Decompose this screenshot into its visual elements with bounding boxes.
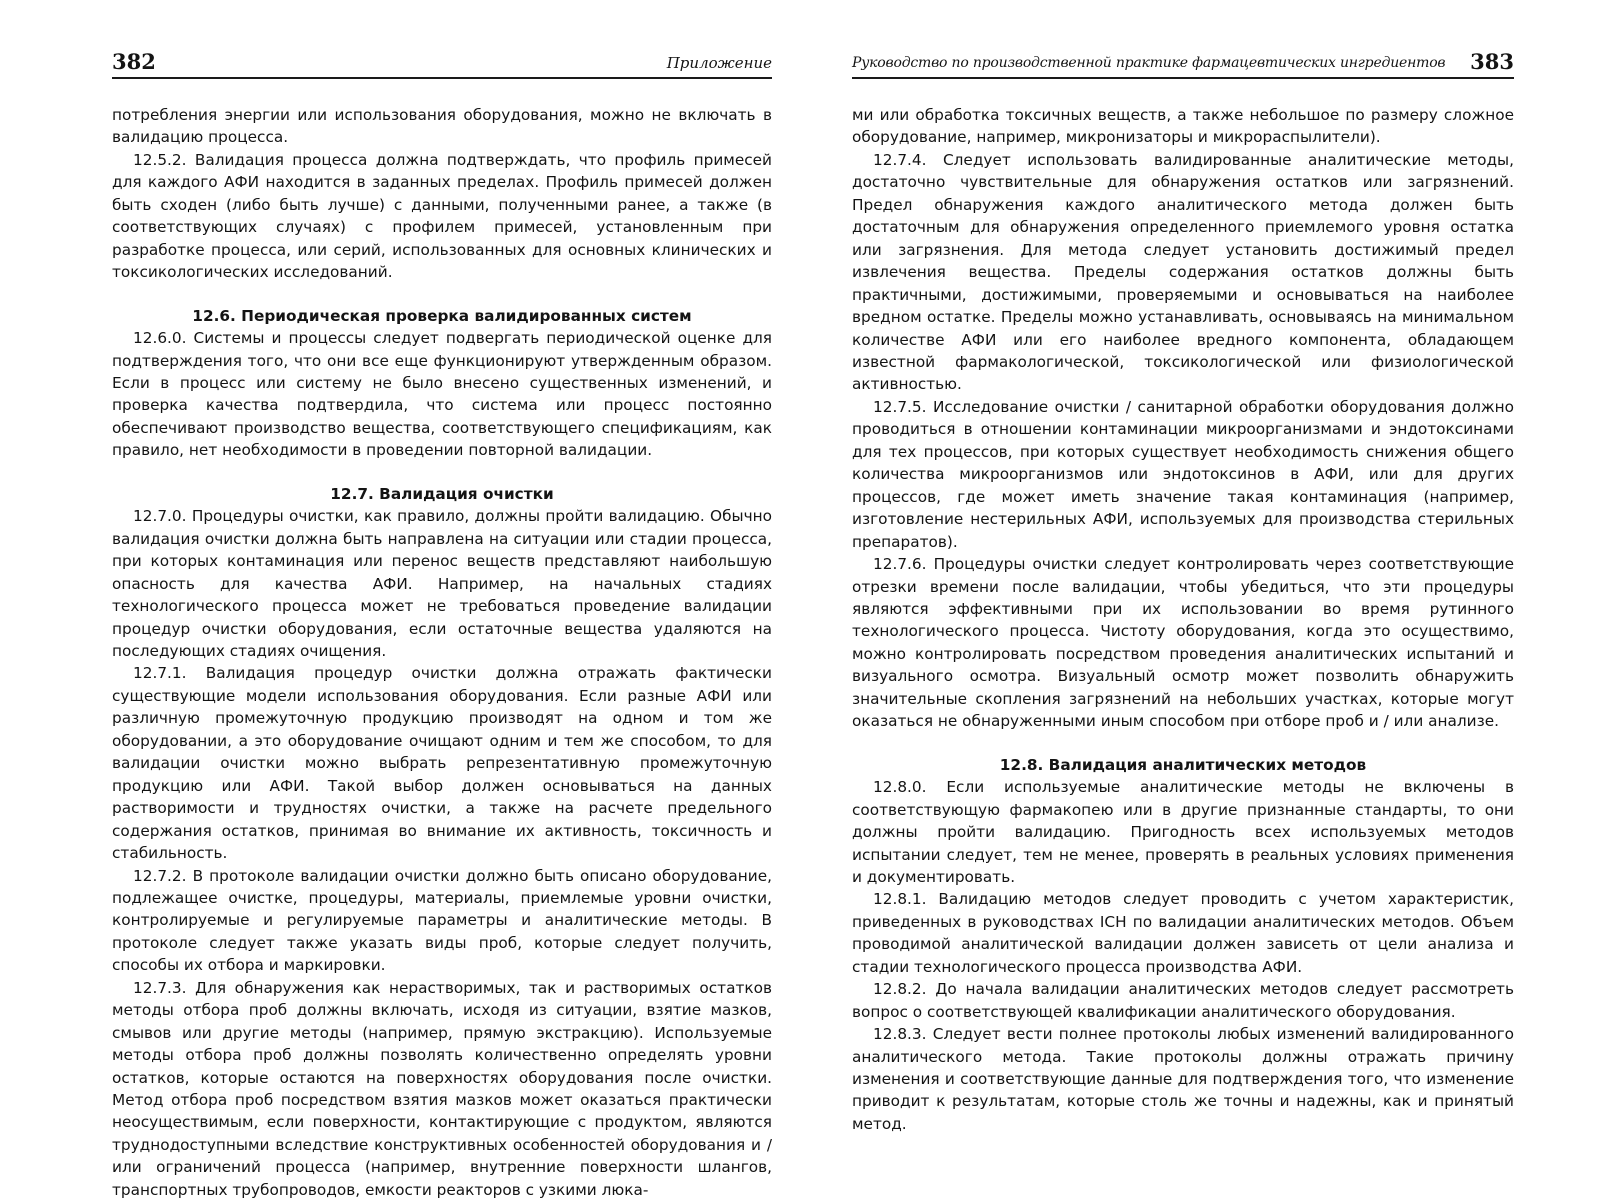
- left-page-body: [112, 104, 772, 1201]
- paragraph: ми или обработка токсичных веществ, а также небольшое по размеру сложное оборудование, например, микронизаторы и микрораспылители).: [852, 106, 1514, 147]
- paragraph: 12.7.6. Процедуры очистки следует контролировать через соответствующие отрезки времени после валидации, чтобы убедиться, что эти процедуры являются эффективными при их использовании во время рутинного технологического процесса. Чистоту оборудования, когда это осуществимо, можно контролировать посредством проведения аналитических испытаний и визуального осмотра. Визуальный осмотр может позволить обнаружить значительные скопления загрязнений на небольших участках, которые могут оказаться не обнаруженными иным способом при отборе проб и / или анализе.: [852, 555, 1514, 731]
- right-page-body: [852, 104, 1514, 1135]
- left-page-header: [112, 48, 772, 80]
- paragraph: 12.7.4. Следует использовать валидированные аналитические методы, достаточно чувствительные для обнаружения остатков или загрязнений. Предел обнаружения каждого аналитического метода должен быть достаточным для обнаружения определенного приемлемого уровня остатка или загрязнения. Для метода следует установить достижимый предел извлечения вещества. Пределы содержания остатков должны быть практичными, достижимыми, проверяемыми и основываться на наиболее вредном остатке. Пределы можно устанавливать, основываясь на минимальном количестве АФИ или его наиболее вредного компонента, обладающем известной фармакологической, токсикологической или физиологической активностью.: [852, 150, 1514, 394]
- paragraph: 12.7.1. Валидация процедур очистки должна отражать фактически существующие модели использования оборудования. Если разные АФИ или различную промежуточную продукцию производят на одном и том же оборудовании, а это оборудование очищают одним и тем же способом, то для валидации очистки можно выбрать репрезентативную промежуточную продукцию или АФИ. Такой выбор должен основываться на данных растворимости и трудностях очистки, а также на расчете предельного содержания остатков, принимая во внимание их активность, токсичность и стабильность.: [112, 664, 772, 863]
- right-page: [800, 0, 1601, 1162]
- paragraph: 12.7.2. В протоколе валидации очистки должно быть описано оборудование, подлежащее очистке, процедуры, материалы, приемлемые уровни очистки, контролируемые и регулируемые параметры и аналитические методы. В протоколе следует также указать виды проб, которые следует получить, способы их отбора и маркировки.: [112, 866, 772, 975]
- paragraph: 12.8.3. Следует вести полнее протоколы любых изменений валидированного аналитического метода. Такие протоколы должны отражать причину изменения и соответствующие данные для подтверждения того, что изменение приводит к результатам, которые столь же точны и надежны, как и принятый метод.: [852, 1025, 1514, 1133]
- section-heading: 12.7. Валидация очистки: [330, 484, 554, 503]
- paragraph: 12.6.0. Системы и процессы следует подвергать периодической оценке для подтверждения того, что они все еще функционируют утвержденным образом. Если в процесс или систему не было внесено существенных изменений, и проверка качества подтвердила, что система или процесс постоянно обеспечивают производство вещества, соответствующего спецификациям, как правило, нет необходимости в проведении повторной валидации.: [112, 329, 772, 460]
- header-rule: [852, 77, 1514, 79]
- section-heading: 12.8. Валидация аналитических методов: [999, 755, 1367, 774]
- left-page: [0, 0, 800, 1199]
- header-rule: [112, 77, 772, 79]
- paragraph: 12.8.2. До начала валидации аналитических методов следует рассмотреть вопрос о соответствующей квалификации аналитического оборудования.: [852, 980, 1514, 1021]
- paragraph: потребления энергии или использования оборудования, можно не включать в валидацию процесса.: [112, 106, 772, 147]
- paragraph: 12.7.3. Для обнаружения как нерастворимых, так и растворимых остатков методы отбора проб должны включать, исходя из ситуации, взятие мазков, смывов или другие методы (например, прямую экстракцию). Используемые методы отбора проб должны позволять количественно определять уровни остатков, которые остаются на поверхностях оборудования после очистки. Метод отбора проб посредством взятия мазков может оказаться практически неосуществимым, если поверхности, контактирующие с продуктом, являются труднодоступными вследствие конструктивных особенностей оборудования и / или ограничений процесса (например, внутренние поверхности шлангов, транспортных трубопроводов, емкости реакторов с узкими люка-: [112, 978, 772, 1199]
- paragraph: 12.7.5. Исследование очистки / санитарной обработки оборудования должно проводиться в отношении контаминации микроорганизмами и эндотоксинами для тех процессов, при которых существует необходимость снижения общего количества микроорганизмов или эндотоксинов в АФИ, или для других процессов, где может иметь значение такая контаминация (например, изготовление нестерильных АФИ, используемых для производства стерильных препаратов).: [852, 397, 1514, 551]
- paragraph: 12.7.0. Процедуры очистки, как правило, должны пройти валидацию. Обычно валидация очистки должна быть направлена на ситуации или стадии процесса, при которых контаминация или перенос веществ представляют наибольшую опасность для качества АФИ. Например, на начальных стадиях технологического процесса может не требоваться проведение валидации процедур очистки оборудования, если остаточные вещества удаляются на последующих стадиях очищения.: [112, 507, 772, 660]
- page-number: 382: [112, 49, 156, 74]
- paragraph: 12.8.0. Если используемые аналитические методы не включены в соответствующую фармакопею или в другие признанные стандарты, то они должны пройти валидацию. Пригодность всех используемых методов испытании следует, тем не менее, проверять в реальных условиях применения и документировать.: [852, 778, 1514, 886]
- paragraph: 12.8.1. Валидацию методов следует проводить с учетом характеристик, приведенных в руководствах ICH по валидации аналитических методов. Объем проводимой аналитической валидации должен зависеть от цели анализа и стадии технологического процесса производства АФИ.: [852, 890, 1514, 976]
- running-title: Приложение: [666, 54, 772, 72]
- paragraph: 12.5.2. Валидация процесса должна подтверждать, что профиль примесей для каждого АФИ находится в заданных пределах. Профиль примесей должен быть сходен (либо быть лучше) с данными, полученными ранее, а также (в соответствующих случаях) с профилем примесей, установленным при разработке процесса, или серий, использованных для основных клинических и токсикологических исследований.: [112, 150, 772, 282]
- section-heading: 12.6. Периодическая проверка валидированных систем: [192, 306, 692, 325]
- page-number: 383: [1470, 49, 1514, 74]
- running-title: Руководство по производственной практике фармацевтических ингредиентов: [852, 55, 1446, 71]
- right-page-header: [852, 48, 1514, 80]
